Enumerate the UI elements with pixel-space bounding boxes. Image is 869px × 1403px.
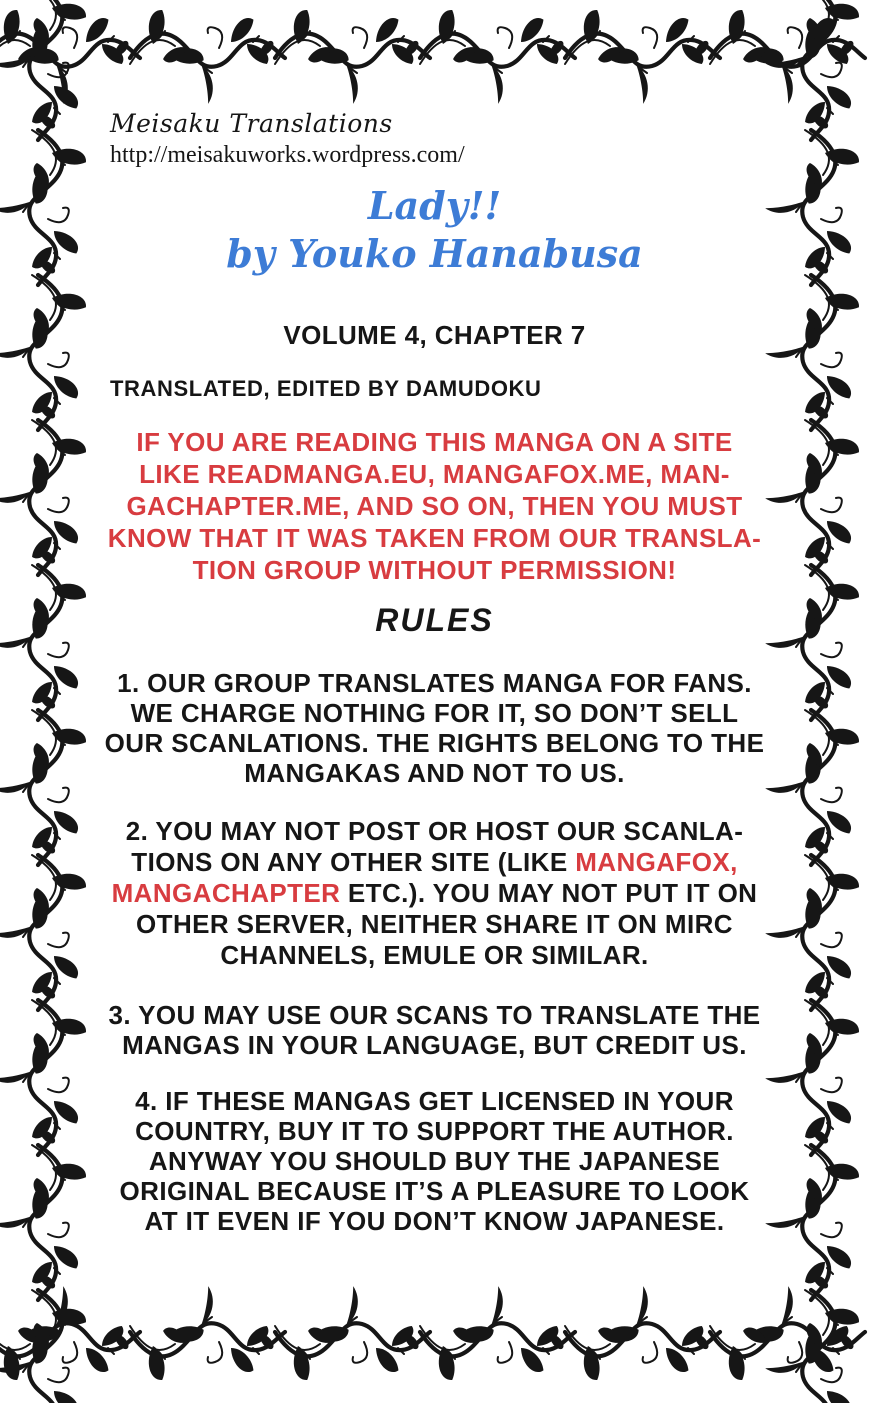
group-header <box>110 110 465 169</box>
text-segment: CHANNELS, EMULE OR SIMILAR. <box>220 940 649 970</box>
text-segment: COUNTRY, BUY IT TO SUPPORT THE AUTHOR. <box>135 1116 734 1146</box>
chapter-heading: VOLUME 4, CHAPTER 7 <box>283 320 586 350</box>
text-line <box>100 554 769 586</box>
vine-border-left <box>0 0 89 1403</box>
text-segment: IF YOU ARE READING THIS MANGA ON A SITE <box>136 427 733 457</box>
text-segment: ORIGINAL BECAUSE IT’S A PLEASURE TO LOOK <box>119 1176 750 1206</box>
text-segment: LIKE READMANGA.EU, MANGAFOX.ME, MAN- <box>139 459 730 489</box>
vine-border-top <box>0 7 865 104</box>
text-line <box>100 1000 769 1030</box>
series-title: Lady!! <box>367 183 502 228</box>
series-title-block <box>100 183 769 279</box>
vine-border-bottom <box>0 1286 865 1383</box>
text-line <box>100 698 769 728</box>
text-line <box>100 490 769 522</box>
rule-3 <box>100 1000 769 1060</box>
text-line <box>100 728 769 758</box>
rule-1 <box>100 668 769 788</box>
text-segment: TIONS ON ANY OTHER SITE (LIKE <box>131 847 576 877</box>
text-line <box>100 1116 769 1146</box>
rule-2 <box>100 816 769 971</box>
text-segment: GACHAPTER.ME, AND SO ON, THEN YOU MUST <box>126 491 743 521</box>
warning-paragraph <box>100 426 769 586</box>
text-line <box>100 816 769 847</box>
text-segment: OTHER SERVER, NEITHER SHARE IT ON MIRC <box>136 909 733 939</box>
text-line <box>100 909 769 940</box>
text-segment: 3. YOU MAY USE OUR SCANS TO TRANSLATE THE <box>108 1000 761 1030</box>
text-line <box>100 668 769 698</box>
text-line <box>100 1206 769 1236</box>
series-author: by Youko Hanabusa <box>226 231 643 276</box>
group-name: Meisaku Translations <box>110 109 393 138</box>
group-url: http://meisakuworks.wordpress.com/ <box>110 141 465 168</box>
text-line <box>100 847 769 878</box>
text-segment: AT IT EVEN IF YOU DON’T KNOW JAPANESE. <box>144 1206 725 1236</box>
text-line <box>100 522 769 554</box>
text-line <box>100 426 769 458</box>
text-segment: MANGAKAS AND NOT TO US. <box>244 758 625 788</box>
credits-line: TRANSLATED, EDITED BY DAMUDOKU <box>110 376 542 401</box>
text-segment: ANYWAY YOU SHOULD BUY THE JAPANESE <box>148 1146 721 1176</box>
text-segment: TION GROUP WITHOUT PERMISSION! <box>192 555 677 585</box>
vine-border-right <box>765 0 862 1403</box>
text-segment: 1. OUR GROUP TRANSLATES MANGA FOR FANS. <box>117 668 752 698</box>
text-segment: MANGAS IN YOUR LANGUAGE, BUT CREDIT US. <box>122 1030 747 1060</box>
text-line <box>100 1176 769 1206</box>
text-line <box>100 758 769 788</box>
text-segment: OUR SCANLATIONS. THE RIGHTS BELONG TO THE <box>104 728 765 758</box>
text-segment: WE CHARGE NOTHING FOR IT, SO DON’T SELL <box>130 698 739 728</box>
text-segment: 4. IF THESE MANGAS GET LICENSED IN YOUR <box>135 1086 734 1116</box>
text-line <box>100 940 769 971</box>
text-segment: ETC.). YOU MAY NOT PUT IT ON <box>340 878 758 908</box>
rule-4 <box>100 1086 769 1236</box>
text-line <box>100 878 769 909</box>
text-line <box>100 1086 769 1116</box>
text-line <box>100 1030 769 1060</box>
highlighted-site-name: MANGACHAPTER <box>111 878 341 908</box>
text-segment: KNOW THAT IT WAS TAKEN FROM OUR TRANSLA- <box>107 523 762 553</box>
text-line <box>100 1146 769 1176</box>
rules-heading: RULES <box>375 602 494 638</box>
highlighted-site-name: MANGAFOX, <box>575 847 738 877</box>
text-segment: 2. YOU MAY NOT POST OR HOST OUR SCANLA- <box>125 816 744 846</box>
text-line <box>100 458 769 490</box>
